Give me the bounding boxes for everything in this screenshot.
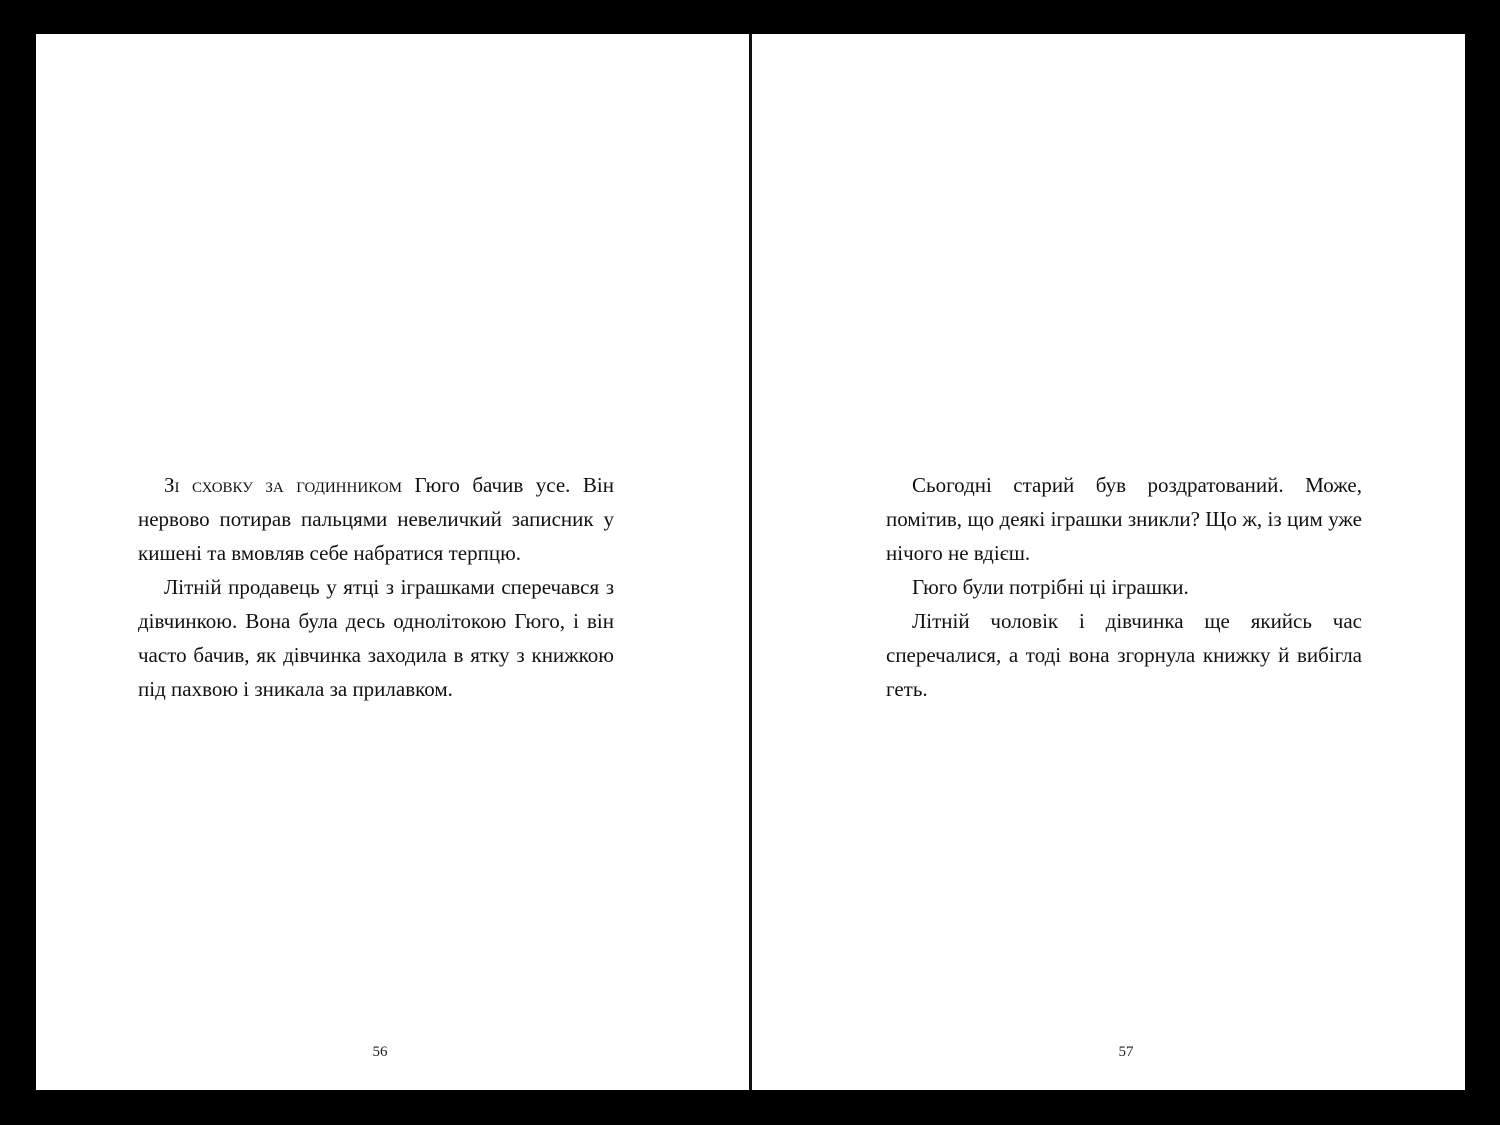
page-number: 56 (372, 1044, 388, 1060)
paragraph-text: Гюго бачив усе. Він нервово потирав пальцями невеличкий записник у кишені та вмовляв себе набратися терпцю. (138, 473, 614, 565)
paragraph: Літній продавець у ятці з іграшками сперечався з дівчинкою. Вона була десь однолітокою Гюго, і він часто бачив, як дівчинка заходила в ятку з книжкою під пахвою і зникала за прилавком. (138, 575, 614, 701)
paragraph: Гюго були потрібні ці іграшки. (912, 575, 1189, 599)
paragraph: Літній чоловік і дівчинка ще якийсь час сперечалися, а тоді вона згорнула книжку й вибігла геть. (886, 609, 1362, 701)
paragraph (138, 468, 614, 570)
right-page-text (886, 468, 1362, 706)
page-number: 57 (1118, 1044, 1134, 1060)
paragraph-lead-smallcaps: Зі сховку за годинником (164, 473, 402, 497)
left-page (36, 34, 749, 1090)
paragraph: Сьогодні старий був роздратований. Може, помітив, що деякі іграшки зникли? Що ж, із цим уже нічого не вдієш. (886, 473, 1362, 565)
left-page-text (138, 468, 614, 706)
right-page (752, 34, 1465, 1090)
